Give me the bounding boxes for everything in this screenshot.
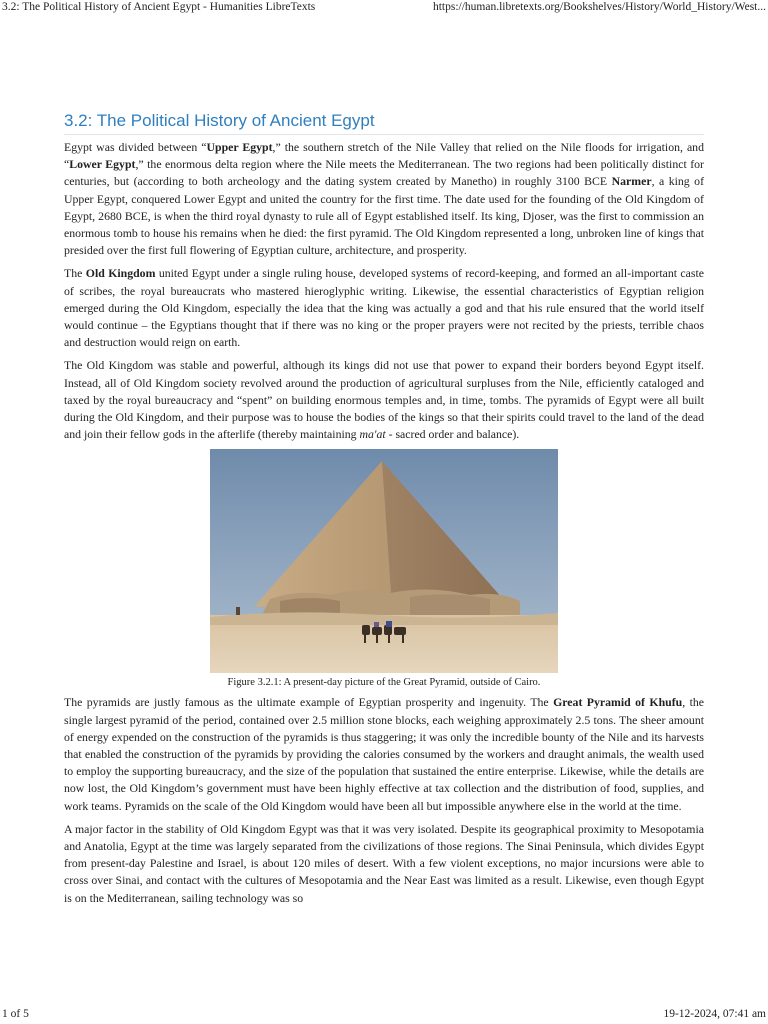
page-url: https://human.libretexts.org/Bookshelves/History/World_History/West... [432,1,766,13]
text: ,” the southern stretch of the Nile Valley that relied on the Nile floods for irrigation, and “ [64,140,704,172]
print-datetime: 19-12-2024, 07:41 am [663,1008,766,1020]
paragraph-3 [64,357,704,443]
pyramid-photo [210,449,558,673]
text: Egypt was divided between “ [64,140,207,154]
page-number: 1 of 5 [2,1008,29,1020]
article-heading: 3.2: The Political History of Ancient Egypt [64,111,704,135]
article [64,111,704,913]
paragraph-4 [64,694,704,814]
page-title: 3.2: The Political History of Ancient Egypt - Humanities LibreTexts [2,1,316,13]
term-narmer: Narmer [611,174,652,189]
term-lower-egypt: Lower Egypt [69,157,136,172]
text: A major factor in the stability of Old Kingdom Egypt was that it was very isolated. Despite its geographical proximity to Mesopotamia and Anatolia, Egypt at the time was largely separated from the civilizations of those regions. The Sinai Peninsula, which divides Egypt from present-day Palestine and Israel, is about 120 miles of desert. With a few violent exceptions, no major incursions were able to cross over Sinai, and contact with the cultures of Mesopotamia and the Near East was limited as a result. Likewise, even though Egypt is on the Mediterranean, sailing technology was so [64,821,704,905]
paragraph-1 [64,139,704,259]
paragraph-2 [64,265,704,351]
text: The pyramids are justly famous as the ultimate example of Egyptian prosperity and ingenuity. The [64,695,554,710]
text: The Old Kingdom was stable and powerful, although its kings did not use that power to expand their borders beyond Egypt itself. Instead, all of Old Kingdom society revolved around the production of agricultural surpluses from the Nile, efficiently cataloged and taxed by the royal bureaucracy and “spent” on building enormous temples and, in time, tombs. The pyramids of Egypt were all built during the Old Kingdom, and their purpose was to house the bodies of the kings so that their spirits could travel to the land of the dead and join their fellow gods in the afterlife (thereby maintaining [64,358,704,442]
text: ,” the enormous delta region where the Nile meets the Mediterranean. The two regions had been politically distinct for centuries, but (according to both archeology and the dating system created by Manetho) in roughly 3100 BCE [64,157,704,189]
figure [64,449,704,688]
term-old-kingdom: Old Kingdom [85,266,156,281]
term-maat: ma'at [359,427,386,442]
term-great-pyramid: Great Pyramid of Khufu [553,695,683,710]
print-header [0,0,768,16]
text: , a king of Upper Egypt, conquered Lower Egypt and united the country for the first time. The date used for the founding of the Old Kingdom of Egypt, 2680 BCE, is when the third royal dynasty to rule all of Egypt established itself. Its king, Djoser, was the first to commission an enormous tomb to house his remains when he died: the first pyramid. The Old Kingdom represented a long, unbroken line of kings that presided over the first full flowering of Egyptian culture, architecture, and prosperity. [64,174,704,258]
paragraph-5 [64,821,704,907]
text: The [64,266,86,281]
print-footer [0,1006,768,1024]
term-upper-egypt: Upper Egypt [206,140,273,154]
text: united Egypt under a single ruling house, developed systems of record-keeping, and formed an all-important caste of scribes, the royal bureaucrats who mastered hieroglyphic writing. Likewise, the essential characteristics of Egyptian religion emerged during the Old Kingdom, especially the idea that the king was actually a god and that his rule ensured that the world itself would continue – the Egyptians thought that if there was no king or the proper prayers were not recited by the priests, terrible chaos and destruction would reign on earth. [64,266,704,350]
text: , the single largest pyramid of the period, contained over 2.5 million stone blocks, each weighing approximately 2.5 tons. The sheer amount of energy expended on the construction of the pyramids is thus staggering; it was only the incredible bounty of the Nile and its harvests that enabled the construction of the pyramids by providing the calories consumed by the workers and draught animals, the wealth used to employ the supporting bureaucracy, and the size of the population that sustained the entire enterprise. Likewise, while the details are now lost, the Old Kingdom’s government must have been highly effective at tax collection and the distribution of food, supplies, and work teams. Pyramids on the scale of the Old Kingdom would have been all but impossible anywhere else in the world at the time. [64,695,704,813]
figure-caption: Figure 3.2.1: A present-day picture of the Great Pyramid, outside of Cairo. [227,677,541,689]
text: - sacred order and balance). [385,427,520,442]
